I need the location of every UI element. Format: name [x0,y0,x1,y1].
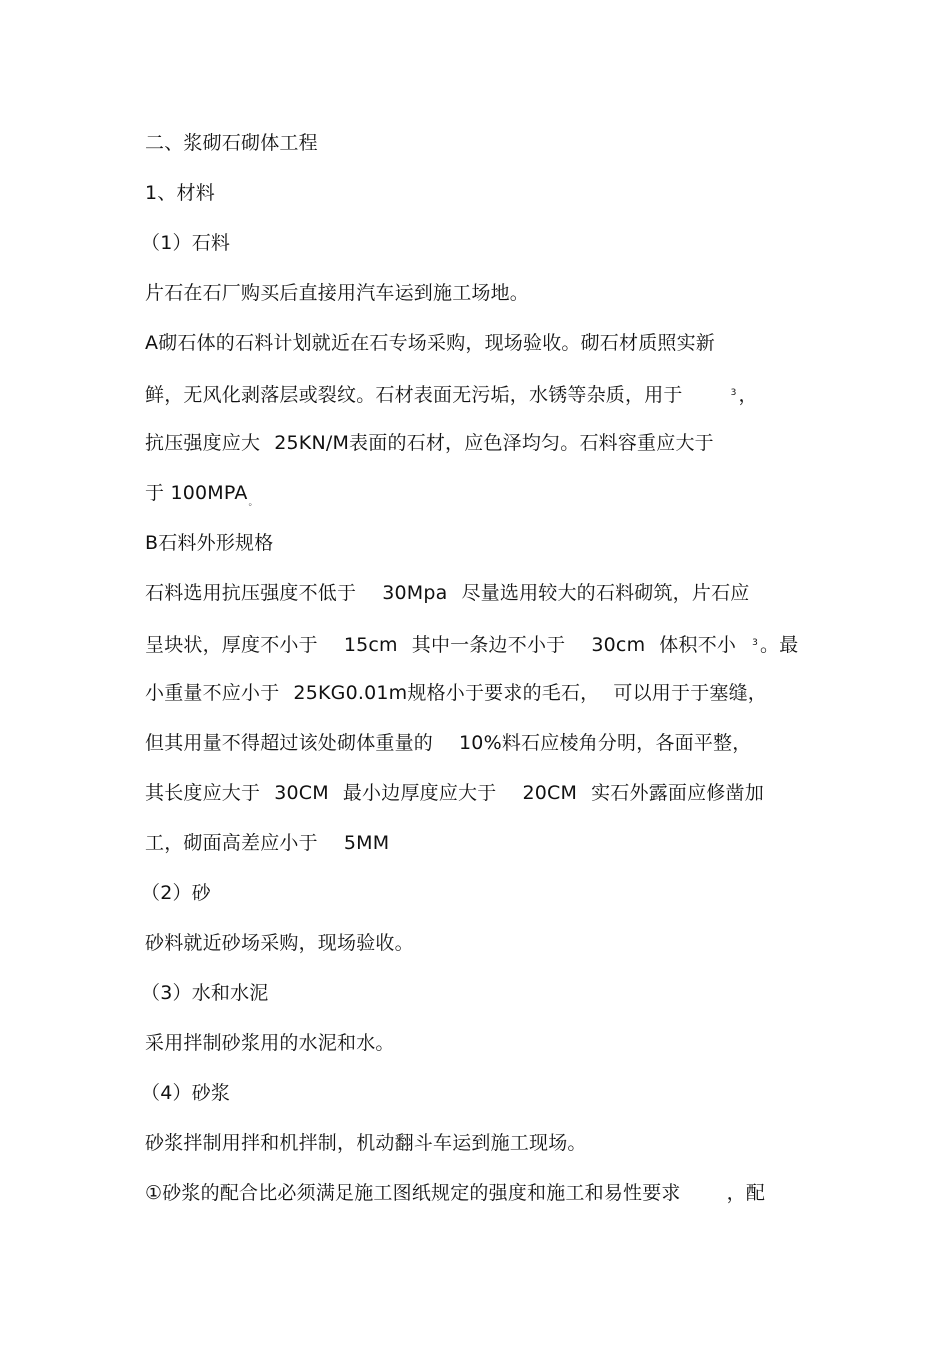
paragraph-water-cement: 采用拌制砂浆用的水泥和水。 [145,1032,395,1054]
text-run: 30cm [591,634,646,656]
superscript: 3 [752,638,759,648]
paragraph-mortar-mix [145,1181,765,1205]
paragraph-b-line-4 [145,731,751,755]
text-run: ，配 [726,1182,766,1204]
item-sand-title: （2）砂 [141,882,211,904]
paragraph-b-line-1 [145,581,750,605]
paragraph-stone-purchase: 片石在石厂购买后直接用汽车运到施工场地。 [145,282,530,304]
paragraph-a-line-3 [145,431,714,455]
text-run: 可以用于于塞缝， [613,682,767,704]
text-run: 体积不小 [659,634,737,656]
item-mortar-title: （4）砂浆 [141,1082,231,1104]
text-run: 但其用量不得超过该处砌体重量的 [145,732,434,754]
text-run: ， [738,384,758,406]
text-run: 小重量不应小于 [145,682,280,704]
text-run: 呈块状，厚度不小于 [145,634,318,656]
paragraph-a-line-2 [145,381,758,407]
paragraph-mortar: 砂浆拌制用拌和机拌制，机动翻斗车运到施工现场。 [145,1132,587,1154]
text-run: 最小边厚度应大于 [342,782,497,804]
text-run: 5MM [343,832,390,854]
text-run: ①砂浆的配合比必须满足施工图纸规定的强度和施工和易性要求 [145,1182,681,1204]
text-run: 实石外露面应修凿加 [591,782,764,804]
text-run: 于 100MPA [145,482,248,504]
paragraph-b-line-2 [145,631,798,657]
paragraph-sand: 砂料就近砂场采购，现场验收。 [145,932,414,954]
text-run: 25KN/M表面的石材，应色泽均匀。石料容重应大于 [274,432,714,454]
item-water-cement-title: （3）水和水泥 [141,982,269,1004]
text-run: 20CM [522,782,578,804]
section-heading: 二、浆砌石砌体工程 [145,132,318,154]
text-run: 30Mpa [382,582,448,604]
text-run: 石料选用抗压强度不低于 [145,582,357,604]
subsection-materials: 1、材料 [145,182,215,204]
text-run: 抗压强度应大 [145,432,261,454]
text-run: 30CM [274,782,329,804]
text-run: 15cm [343,634,398,656]
paragraph-a-line-4 [145,481,258,515]
item-stone-title: （1）石料 [141,232,231,254]
text-run: 其中一条边不小于 [411,634,566,656]
text-run: 25KG0.01m规格小于要求的毛石， [293,682,600,704]
paragraph-b-line-3 [145,681,767,705]
text-run: 10%料石应棱角分明，各面平整， [459,732,752,754]
paragraph-a-line-1: A砌石体的石料计划就近在石专场采购，现场验收。砌石材质照实新 [145,332,715,354]
paragraph-b-line-5 [145,781,764,805]
text-run: 。最 [760,634,799,656]
text-run: 其长度应大于 [145,782,261,804]
text-run: 鲜，无风化剥落层或裂纹。石材表面无污垢，水锈等杂质，用于 [145,384,683,406]
subscript: 。 [248,498,258,508]
superscript: 3 [730,388,737,398]
paragraph-b-line-6 [145,831,389,855]
paragraph-b-title: B石料外形规格 [145,532,274,554]
text-run: 尽量选用较大的石料砌筑，片石应 [461,582,750,604]
text-run: 工，砌面高差应小于 [145,832,318,854]
